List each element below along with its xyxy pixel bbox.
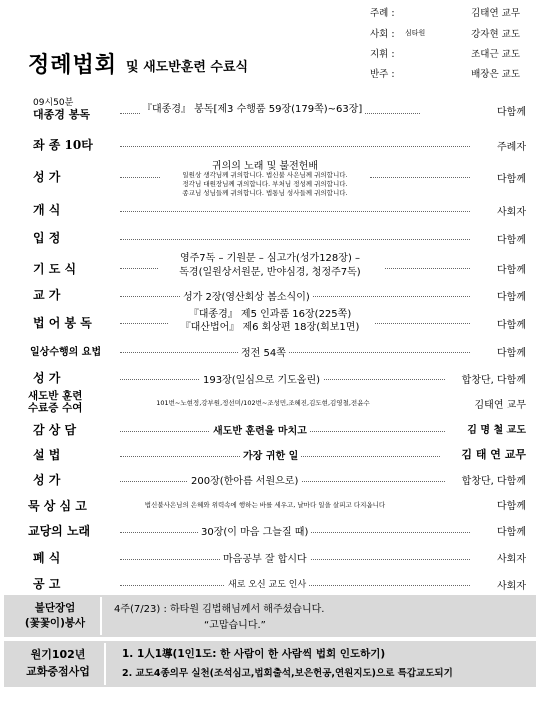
row-2-center: 귀의의 노래 및 불전헌배	[211, 161, 319, 172]
row-7-label: 법 어 봉 독	[33, 316, 92, 330]
row-11-center: 새도반 훈련을 마치고	[210, 422, 310, 437]
page-title: 정례법회	[28, 52, 118, 78]
row-7-center: 『대종경』 제5 인과품 16장(225쪽)	[188, 309, 352, 320]
project-box	[4, 641, 536, 687]
row-6-right: 다함께	[497, 292, 526, 303]
project-item-1: 2. 교도4종의무 실천(조석심고,법회출석,보은헌공,연원지도)으로 특갑교도되기	[122, 668, 453, 679]
row-12-label: 설 법	[33, 448, 61, 462]
row-9-center: 193장(일심으로 기도올린)	[200, 371, 323, 386]
offering-label: 불단장엄	[34, 602, 76, 614]
row-1-leader	[120, 146, 470, 147]
row-2-small-1: 정각님 대원장님께 귀의합니다. 부처님 정성께 귀의합니다.	[182, 180, 348, 188]
row-5-center2: 독경(일원상서원문, 반야심경, 청정주7독)	[179, 267, 361, 278]
row-0-label: 대종경 봉독	[33, 108, 90, 121]
row-13-center: 200장(한아름 서원으로)	[188, 472, 301, 487]
row-7-right: 다함께	[497, 320, 526, 331]
row-2-small-2: 종교님 성님들께 귀의합니다. 법통님 성사들께 귀의합니다.	[182, 189, 348, 197]
row-3-leader	[120, 211, 470, 212]
row-7-leader-right	[375, 323, 470, 324]
project-label: 원기102년	[30, 648, 86, 661]
offering-label2: (꽃꽃이)봉사	[24, 617, 86, 629]
row-10-small: 101번~노현정,강부원,정선미/102번~조성민,조혜진,김도현,김영철,전윤수	[156, 399, 370, 407]
row-14-label: 묵 상 심 고	[28, 499, 87, 513]
row-7-center2: 『대산법어』 제6 회상편 18장(회보1면)	[180, 322, 360, 333]
row-10-label: 새도반 훈련	[28, 390, 83, 402]
row-0-time: 09시50분	[33, 98, 74, 108]
row-0-center: 『대종경』 봉독[제3 수행품 59장(179쪽)~63장]	[140, 100, 364, 115]
row-3-label: 개 식	[33, 203, 61, 217]
staff-name-0: 김태연 교무	[471, 8, 520, 19]
staff-role-0: 주례 :	[370, 8, 395, 19]
staff-name-2: 조대근 교도	[471, 49, 520, 60]
row-9-label: 성 가	[33, 371, 61, 385]
row-12-right: 김 태 연 교무	[461, 448, 526, 461]
row-5-center: 영주7독 – 기원문 – 심고가(성가128장) –	[179, 253, 361, 264]
row-2-small-0: 일원상 생각님께 귀의합니다. 법신불 사은님께 귀의합니다.	[182, 171, 348, 179]
row-14-small: 법신불사은님의 은혜와 위력속에 행하는 바를 세우고, 날마다 일을 살피고 다지옵니다	[144, 501, 386, 509]
row-0-right: 다함께	[497, 107, 526, 118]
row-2-label: 성 가	[33, 170, 61, 184]
row-5-leader-left	[120, 268, 158, 269]
project-divider	[104, 643, 106, 685]
staff-role-3: 반주 :	[370, 69, 395, 80]
row-4-leader	[120, 239, 470, 240]
row-1-right: 주례자	[497, 142, 526, 153]
row-5-leader-right	[385, 268, 470, 269]
row-6-label: 교 가	[33, 288, 61, 302]
row-12-center: 가장 귀한 일	[240, 447, 301, 462]
row-7-leader-left	[120, 323, 168, 324]
row-4-label: 입 정	[33, 231, 61, 245]
row-13-right: 합창단, 다함께	[461, 476, 526, 487]
row-16-label: 폐 식	[33, 551, 61, 565]
row-17-center: 새로 오신 교도 인사	[225, 577, 309, 590]
row-8-center: 정전 54쪽	[238, 344, 289, 359]
project-label2: 교화중점사업	[26, 665, 90, 678]
row-15-label: 교당의 노래	[28, 524, 91, 538]
row-6-center: 성가 2장(영산회상 봄소식이)	[180, 288, 313, 303]
staff-name-3: 배장은 교도	[471, 69, 520, 80]
row-5-right: 다함께	[497, 265, 526, 276]
offering-box	[4, 595, 536, 637]
offering-thanks: “고맙습니다.”	[204, 620, 266, 631]
row-10-label2: 수료증 수여	[28, 402, 83, 414]
project-item-0: 1. 1人1導(1인1도: 한 사람이 한 사람씩 법회 인도하기)	[122, 648, 386, 660]
row-2-leader-left	[120, 177, 160, 178]
row-3-right: 사회자	[497, 207, 526, 218]
row-13-label: 성 가	[33, 473, 61, 487]
staff-name-1: 강자현 교도	[471, 29, 520, 40]
row-5-label: 기 도 식	[33, 262, 77, 276]
row-16-center: 마음공부 잘 합시다	[220, 550, 310, 565]
page-subtitle: 및 새도반훈련 수료식	[126, 60, 249, 75]
row-10-right: 김태연 교무	[474, 400, 526, 411]
row-8-right: 다함께	[497, 348, 526, 359]
staff-role-2: 지휘 :	[370, 49, 395, 60]
row-8-leader	[120, 352, 470, 353]
row-2-right: 다함께	[497, 174, 526, 185]
row-14-right: 다함께	[497, 501, 526, 512]
staff-role-1: 사회 :	[370, 29, 395, 40]
offering-divider	[100, 597, 102, 635]
staff-note-1: 심타원	[405, 29, 426, 37]
row-1-label: 좌 종 10타	[33, 138, 93, 152]
row-9-right: 합창단, 다함께	[461, 375, 526, 386]
row-17-right: 사회자	[497, 581, 526, 592]
row-11-label: 감 상 담	[33, 423, 77, 437]
offering-text: 4주(7/23) : 하타원 김법해님께서 해주셨습니다.	[114, 604, 325, 615]
row-16-right: 사회자	[497, 554, 526, 565]
row-15-right: 다함께	[497, 527, 526, 538]
row-4-right: 다함께	[497, 235, 526, 246]
row-8-label: 일상수행의 요법	[30, 347, 102, 358]
row-11-right: 김 명 철 교도	[467, 425, 526, 436]
row-15-center: 30장(이 마음 그늘질 때)	[198, 523, 311, 538]
row-2-leader-right	[370, 177, 470, 178]
row-17-label: 공 고	[33, 577, 61, 591]
